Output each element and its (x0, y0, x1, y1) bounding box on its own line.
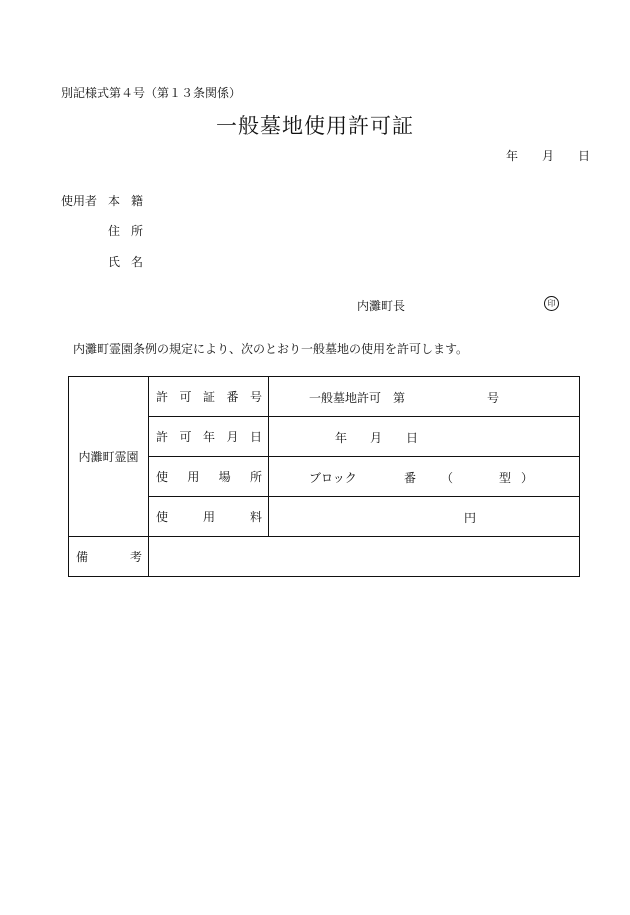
name-label-1: 氏 (108, 255, 121, 269)
issue-date-day: 日 (578, 149, 591, 163)
permit-date-value: 年 月 日 (269, 417, 580, 457)
address-label-2: 所 (131, 224, 144, 238)
row-label-usage-location: 使 用 場 所 (149, 457, 269, 497)
document-title: 一般墓地使用許可証 (216, 114, 414, 138)
issuer-title: 内灘町長 (357, 299, 406, 313)
issue-date-month: 月 (542, 149, 555, 163)
name-label-2: 名 (131, 255, 144, 269)
row-label-permit-number: 許 可 証 番 号 (149, 377, 269, 417)
user-label: 使用者 (61, 194, 98, 208)
seal-mark: 印 (544, 296, 559, 311)
group-label: 内灘町霊園 (69, 377, 149, 537)
honseki-label-1: 本 (108, 194, 121, 208)
permit-number-value: 一般墓地許可 第 号 (269, 377, 580, 417)
row-label-permit-date: 許 可 年 月 日 (149, 417, 269, 457)
form-reference: 別記様式第４号（第１３条関係） (61, 86, 242, 100)
address-label-1: 住 (108, 224, 121, 238)
row-label-usage-fee: 使 用 料 (149, 497, 269, 537)
permit-statement: 内灘町霊園条例の規定により、次のとおり一般墓地の使用を許可します。 (73, 342, 469, 356)
remarks-label: 備 考 (69, 537, 149, 577)
permit-table (68, 376, 580, 577)
usage-location-value: ブロック 番 （ 型 ） (269, 457, 580, 497)
remarks-value (149, 537, 580, 577)
issue-date-year: 年 (506, 149, 519, 163)
usage-fee-value: 円 (269, 497, 580, 537)
honseki-label-2: 籍 (131, 194, 144, 208)
